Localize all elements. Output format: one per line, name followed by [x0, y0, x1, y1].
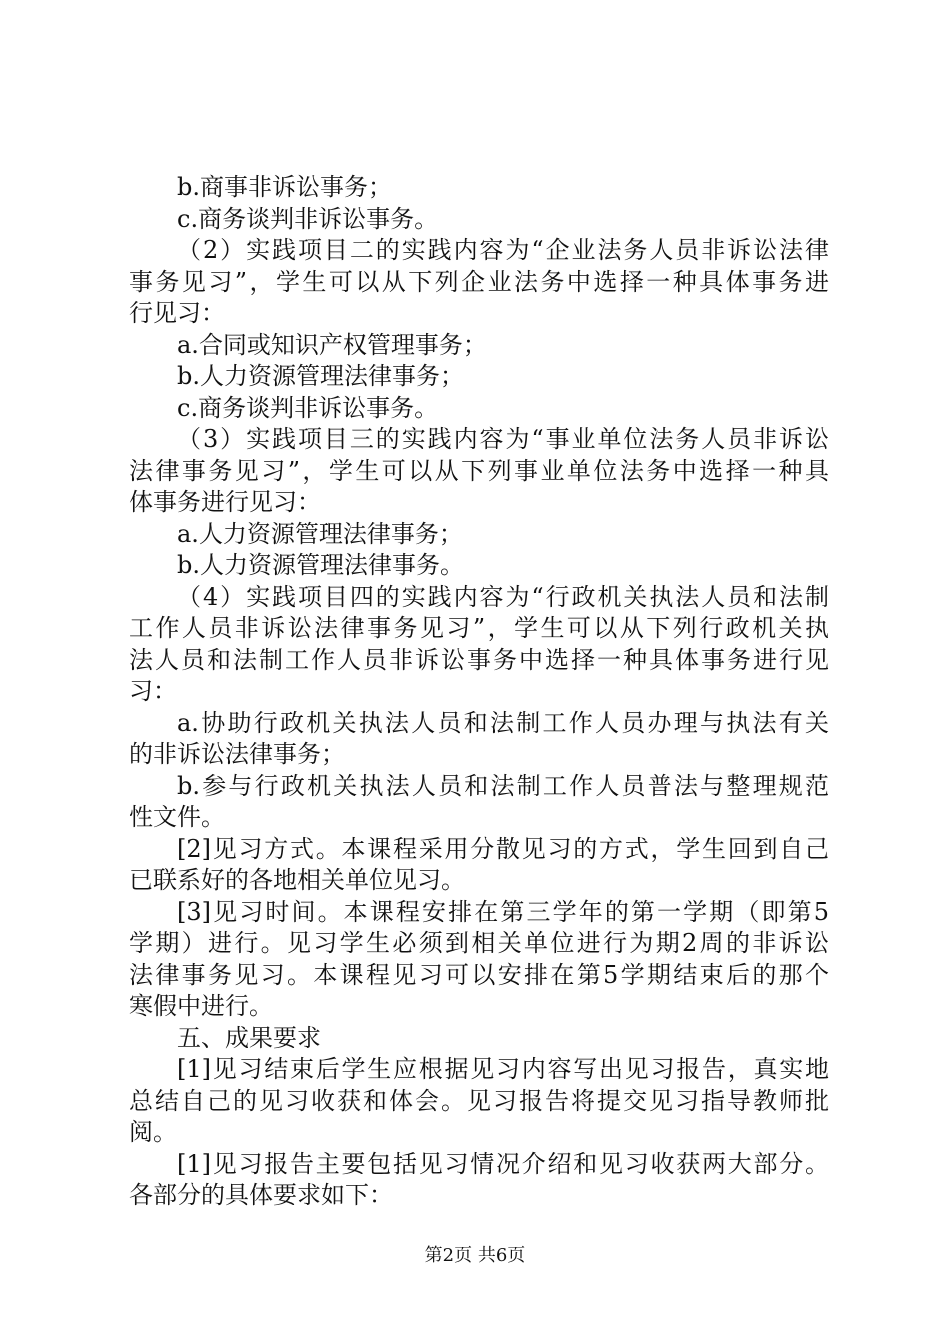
text-line: 事务见习”，学生可以从下列企业法务中选择一种具体事务进 [129, 267, 829, 296]
text-line: 寒假中进行。 [129, 992, 273, 1020]
text-line: （4）实践项目四的实践内容为“行政机关执法人员和法制 [177, 582, 829, 611]
text-line: a.合同或知识产权管理事务； [177, 330, 487, 359]
text-line: [2]见习方式。本课程采用分散见习的方式，学生回到自己 [177, 834, 829, 863]
text-line: 法律事务见习”，学生可以从下列事业单位法务中选择一种具 [129, 456, 829, 485]
text-line: 习： [129, 677, 177, 705]
text-line: [1]见习结束后学生应根据见习内容写出见习报告，真实地 [177, 1055, 829, 1083]
text-line: 各部分的具体要求如下： [129, 1181, 393, 1209]
text-line: 的非诉讼法律事务； [129, 740, 345, 768]
page-footer: 第2页 共6页 [424, 1245, 526, 1266]
text-line: （2）实践项目二的实践内容为“企业法务人员非诉讼法律 [177, 236, 829, 264]
text-line: a.人力资源管理法律事务； [177, 519, 463, 548]
text-line: c.商务谈判非诉讼事务。 [177, 393, 439, 422]
document-body [129, 172, 829, 1212]
text-line: [3]见习时间。本课程安排在第三学年的第一学期（即第5 [177, 897, 829, 926]
text-line: 工作人员非诉讼法律事务见习”，学生可以从下列行政机关执 [129, 614, 829, 642]
text-line: 学期）进行。见习学生必须到相关单位进行为期2周的非诉讼 [129, 929, 829, 957]
text-line: b.人力资源管理法律事务； [177, 362, 464, 390]
text-line: b.商事非诉讼事务； [177, 173, 392, 201]
text-line: 五、成果要求 [177, 1023, 321, 1052]
text-line: 性文件。 [129, 803, 225, 831]
text-line: 法律事务见习。本课程见习可以安排在第5学期结束后的那个 [129, 960, 829, 989]
text-line: 体事务进行见习： [129, 488, 321, 516]
text-line: （3）实践项目三的实践内容为“事业单位法务人员非诉讼 [177, 425, 829, 453]
text-line: 行见习： [129, 299, 225, 327]
text-line: b.人力资源管理法律事务。 [177, 551, 464, 579]
text-line: a.协助行政机关执法人员和法制工作人员办理与执法有关 [177, 708, 829, 737]
text-line: c.商务谈判非诉讼事务。 [177, 204, 439, 233]
text-line: 总结自己的见习收获和体会。见习报告将提交见习指导教师批 [129, 1086, 829, 1115]
text-line: b.参与行政机关执法人员和法制工作人员普法与整理规范 [177, 771, 829, 800]
text-line: 已联系好的各地相关单位见习。 [129, 866, 465, 894]
text-line: [1]见习报告主要包括见习情况介绍和见习收获两大部分。 [177, 1149, 829, 1178]
text-line: 法人员和法制工作人员非诉讼事务中选择一种具体事务进行见 [129, 645, 829, 674]
text-line: 阅。 [129, 1118, 177, 1146]
